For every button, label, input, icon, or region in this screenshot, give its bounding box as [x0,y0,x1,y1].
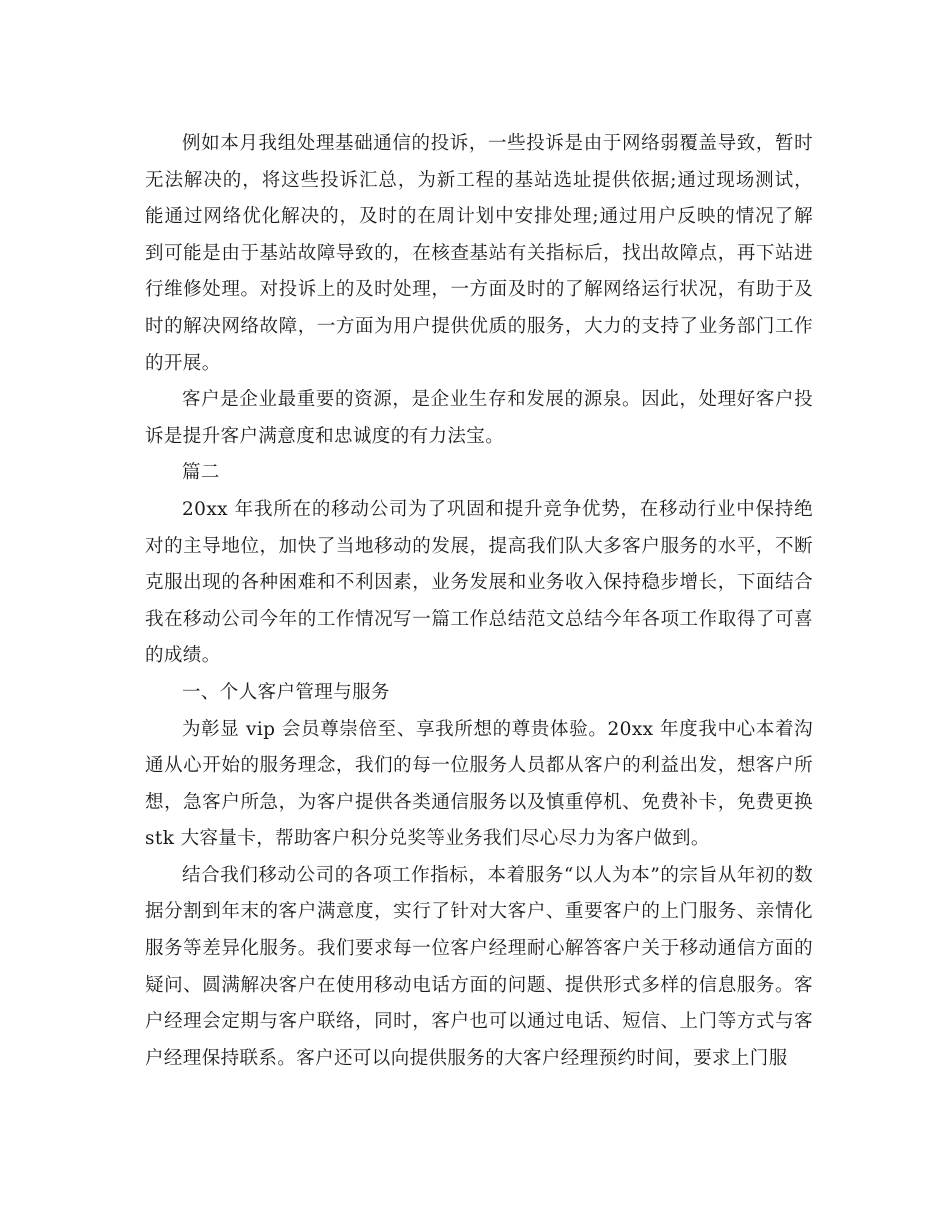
paragraph-company-overview: 20xx 年我所在的移动公司为了巩固和提升竞争优势，在移动行业中保持绝对的主导地位，加快了当地移动的发展，提高我们队大多客户服务的水平，不断克服出现的各种困难和不利因素，业务发展和业务收入保持稳步增长，下面结合我在移动公司今年的工作情况写一篇工作总结范文总结今年各项工作取得了可喜的成绩。 [145,498,813,667]
document-body [145,126,813,1077]
section-heading-personal-customer: 一、个人客户管理与服务 [182,681,390,703]
section-heading-part-two: 篇二 [182,462,220,484]
paragraph-complaint-handling: 例如本月我组处理基础通信的投诉，一些投诉是由于网络弱覆盖导致，暂时无法解决的，将这些投诉汇总，为新工程的基站选址提供依据;通过现场测试，能通过网络优化解决的，及时的在周计划中安排处理;通过用户反映的情况了解到可能是由于基站故障导致的，在核查基站有关指标后，找出故障点，再下站进行维修处理。对投诉上的及时处理，一方面及时的了解网络运行状况，有助于及时的解决网络故障，一方面为用户提供优质的服务，大力的支持了业务部门工作的开展。 [145,133,813,374]
paragraph-service-indicators: 结合我们移动公司的各项工作指标，本着服务“以人为本”的宗旨从年初的数据分割到年末的客户满意度，实行了针对大客户、重要客户的上门服务、亲情化服务等差异化服务。我们要求每一位客户经理耐心解答客户关于移动通信方面的疑问、圆满解决客户在使用移动电话方面的问题、提供形式多样的信息服务。客户经理会定期与客户联络，同时，客户也可以通过电话、短信、上门等方式与客户经理保持联系。客户还可以向提供服务的大客户经理预约时间，要求上门服 [145,864,813,1069]
paragraph-customer-resource: 客户是企业最重要的资源，是企业生存和发展的源泉。因此，处理好客户投诉是提升客户满意度和忠诚度的有力法宝。 [145,389,813,447]
paragraph-vip-service: 为彰显 vip 会员尊崇倍至、享我所想的尊贵体验。20xx 年度我中心本着沟通从心开始的服务理念，我们的每一位服务人员都从客户的利益出发，想客户所想，急客户所急，为客户提供各类通信服务以及慎重停机、免费补卡，免费更换 stk 大容量卡，帮助客户积分兑奖等业务我们尽心尽力为客户做到。 [145,718,813,850]
